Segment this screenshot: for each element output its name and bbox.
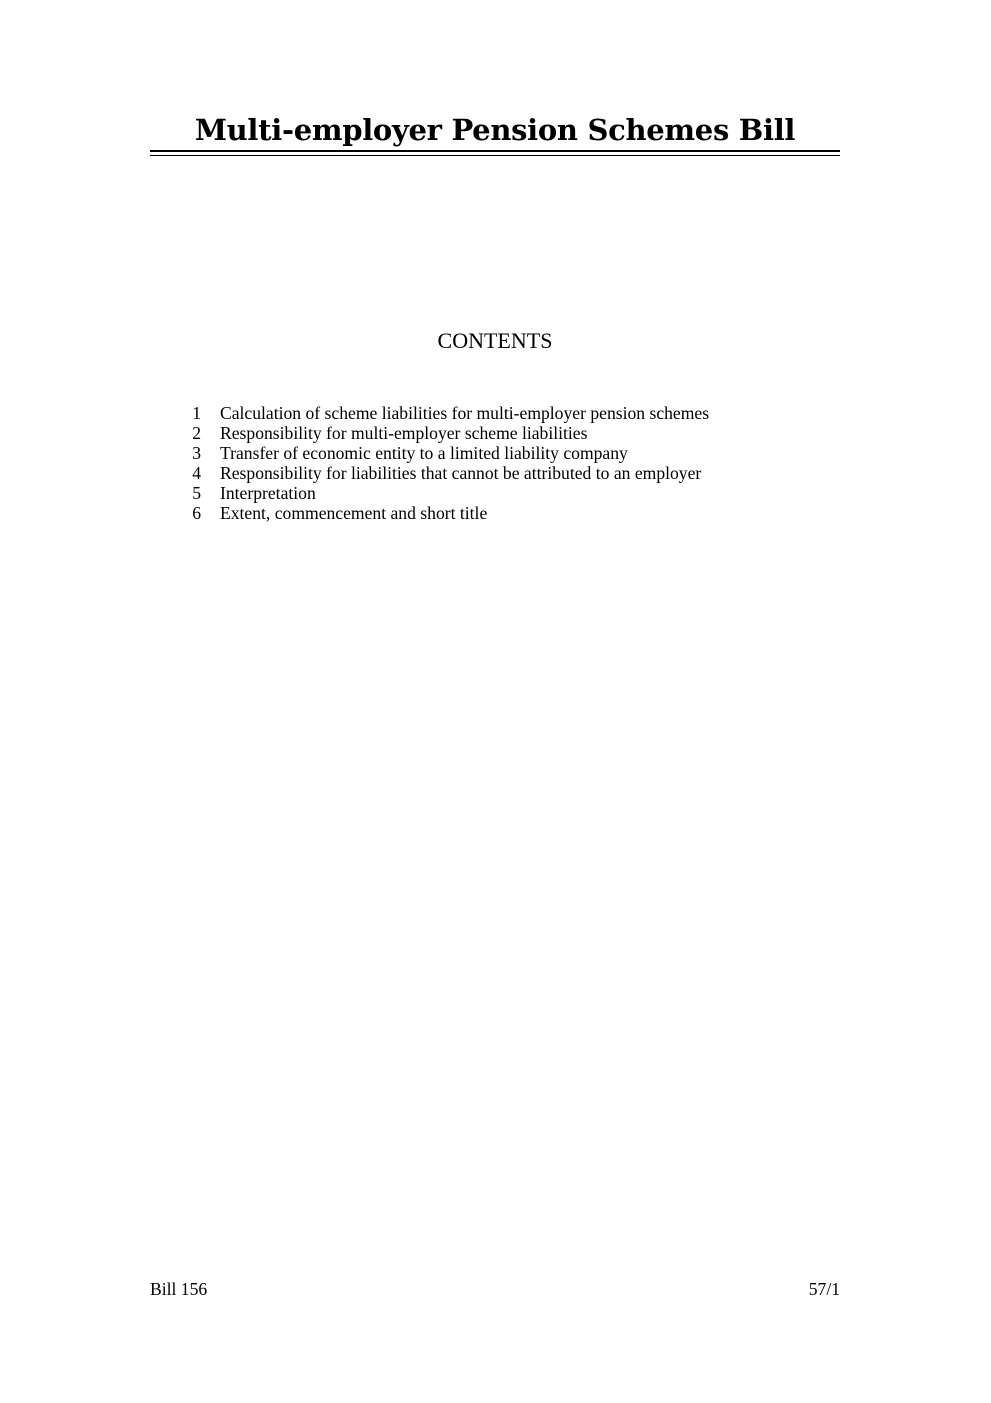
title-rule-thin [150,155,840,156]
toc-item-number: 2 [192,423,201,443]
toc-item-number: 4 [192,463,201,483]
toc-item-text: Calculation of scheme liabilities for multi-employer pension schemes [220,403,710,423]
toc-item [184,443,824,463]
toc-item [184,503,824,523]
toc-item-text: Responsibility for liabilities that cannot be attributed to an employer [220,463,702,483]
toc-item [184,423,824,443]
toc-item-text: Transfer of economic entity to a limited liability company [220,443,628,463]
toc-item-text: Interpretation [220,483,316,503]
toc-item-number: 3 [192,443,201,463]
toc-item [184,463,824,483]
table-of-contents [184,403,824,523]
title-rule-thick [150,150,840,152]
toc-item [184,483,824,503]
toc-item-number: 1 [192,403,201,423]
footer-bill-number: Bill 156 [150,1279,208,1299]
toc-item-text: Responsibility for multi-employer scheme liabilities [220,423,588,443]
toc-item [184,403,824,423]
contents-heading: CONTENTS [437,328,553,353]
toc-item-number: 5 [192,483,201,503]
toc-item-number: 6 [192,503,201,523]
bill-title: Multi-employer Pension Schemes Bill [194,113,796,147]
toc-item-text: Extent, commencement and short title [220,503,488,523]
footer-session-ref: 57/1 [808,1279,840,1299]
